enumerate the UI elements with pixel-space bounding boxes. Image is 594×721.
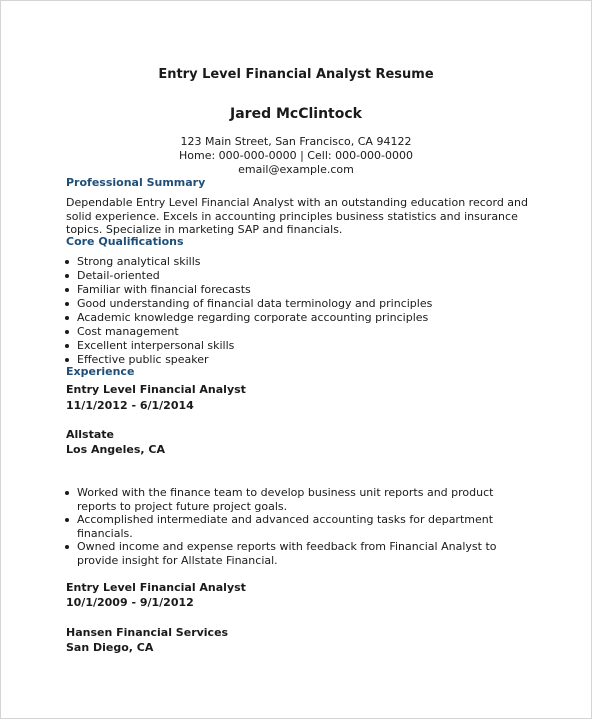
job-company: Allstate: [66, 428, 115, 441]
job-location: Los Angeles, CA: [66, 443, 165, 456]
job-dates: 10/1/2009 - 9/1/2012: [66, 596, 194, 609]
contact-address: 123 Main Street, San Francisco, CA 94122: [180, 135, 412, 148]
experience-heading: Experience: [66, 365, 135, 378]
job-duties-list: [63, 486, 533, 567]
list-item: Effective public speaker: [63, 353, 533, 367]
list-item: Excellent interpersonal skills: [63, 339, 533, 353]
candidate-name: Jared McClintock: [230, 106, 362, 122]
qualifications-list: [63, 255, 533, 367]
list-item: Owned income and expense reports with feedback from Financial Analyst to provide insight for Allstate Financial.: [63, 540, 533, 567]
contact-email: email@example.com: [238, 163, 354, 176]
list-item: Cost management: [63, 325, 533, 339]
qualifications-heading: Core Qualifications: [66, 235, 184, 248]
list-item: Worked with the finance team to develop business unit reports and product reports to project future project goals.: [63, 486, 533, 513]
list-item: Strong analytical skills: [63, 255, 533, 269]
summary-heading: Professional Summary: [66, 176, 206, 189]
contact-phones: Home: 000-000-0000 | Cell: 000-000-0000: [179, 149, 413, 162]
list-item: Detail-oriented: [63, 269, 533, 283]
document-title: Entry Level Financial Analyst Resume: [158, 67, 434, 82]
job-dates: 11/1/2012 - 6/1/2014: [66, 399, 194, 412]
job-title: Entry Level Financial Analyst: [66, 383, 246, 396]
list-item: Accomplished intermediate and advanced accounting tasks for department financials.: [63, 513, 533, 540]
list-item: Familiar with financial forecasts: [63, 283, 533, 297]
summary-text: Dependable Entry Level Financial Analyst with an outstanding education record and solid experience. Excels in accounting principles business statistics and insurance topics. Specialize in marketing SAP and financials.: [66, 196, 528, 236]
list-item: Good understanding of financial data terminology and principles: [63, 297, 533, 311]
list-item: Academic knowledge regarding corporate accounting principles: [63, 311, 533, 325]
job-location: San Diego, CA: [66, 641, 154, 654]
job-company: Hansen Financial Services: [66, 626, 229, 639]
contact-block: [1, 135, 591, 177]
job-title: Entry Level Financial Analyst: [66, 581, 246, 594]
